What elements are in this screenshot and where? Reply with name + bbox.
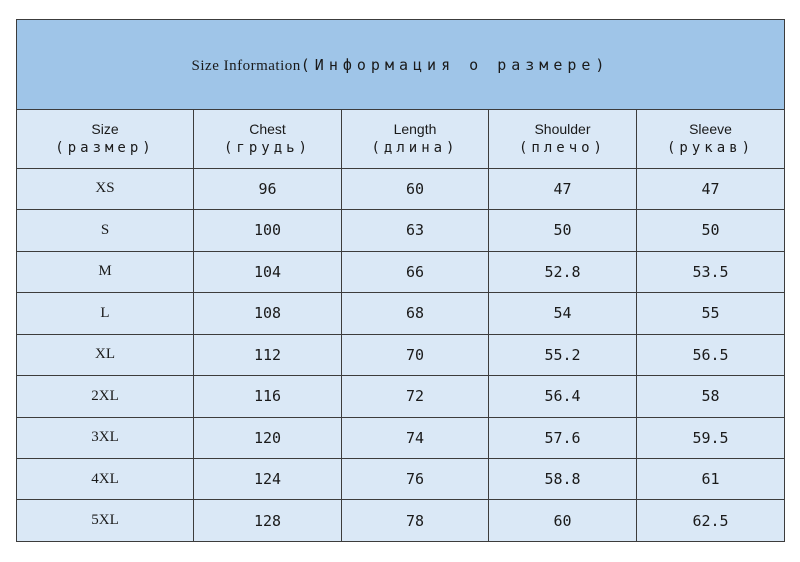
header-length bbox=[342, 110, 489, 169]
table-row bbox=[17, 210, 785, 251]
cell-sleeve: 50 bbox=[637, 210, 785, 251]
header-shoulder bbox=[489, 110, 637, 169]
cell-sleeve: 58 bbox=[637, 376, 785, 417]
cell-length: 72 bbox=[342, 376, 489, 417]
cell-size: S bbox=[17, 210, 194, 251]
cell-sleeve: 55 bbox=[637, 293, 785, 334]
cell-length: 66 bbox=[342, 251, 489, 292]
cell-size: 2XL bbox=[17, 376, 194, 417]
cell-shoulder: 56.4 bbox=[489, 376, 637, 417]
header-size bbox=[17, 110, 194, 169]
header-chest-en: Chest bbox=[249, 120, 286, 137]
header-length-en: Length bbox=[393, 120, 437, 137]
cell-size: M bbox=[17, 251, 194, 292]
table-row bbox=[17, 458, 785, 499]
header-length-ru: (длина) bbox=[371, 139, 459, 156]
cell-length: 78 bbox=[342, 500, 489, 542]
title-russian: (Информация о размере) bbox=[300, 55, 610, 74]
cell-sleeve: 47 bbox=[637, 168, 785, 209]
cell-shoulder: 57.6 bbox=[489, 417, 637, 458]
header-sleeve-en: Sleeve bbox=[689, 120, 732, 137]
table-row bbox=[17, 293, 785, 334]
cell-shoulder: 52.8 bbox=[489, 251, 637, 292]
cell-chest: 120 bbox=[194, 417, 342, 458]
cell-sleeve: 59.5 bbox=[637, 417, 785, 458]
title-english: Size Information bbox=[191, 57, 301, 74]
cell-shoulder: 54 bbox=[489, 293, 637, 334]
header-sleeve-ru: (рукав) bbox=[667, 139, 755, 156]
cell-length: 74 bbox=[342, 417, 489, 458]
header-shoulder-en: Shoulder bbox=[534, 120, 591, 137]
cell-size: XL bbox=[17, 334, 194, 375]
table-row bbox=[17, 334, 785, 375]
cell-length: 70 bbox=[342, 334, 489, 375]
table-row bbox=[17, 500, 785, 542]
cell-shoulder: 60 bbox=[489, 500, 637, 542]
cell-size: 4XL bbox=[17, 458, 194, 499]
table-title bbox=[17, 20, 785, 110]
table-row bbox=[17, 376, 785, 417]
cell-chest: 124 bbox=[194, 458, 342, 499]
cell-length: 60 bbox=[342, 168, 489, 209]
table-row bbox=[17, 251, 785, 292]
cell-shoulder: 58.8 bbox=[489, 458, 637, 499]
cell-sleeve: 61 bbox=[637, 458, 785, 499]
header-size-ru: (размер) bbox=[55, 139, 155, 156]
cell-shoulder: 50 bbox=[489, 210, 637, 251]
cell-size: 5XL bbox=[17, 500, 194, 542]
cell-chest: 116 bbox=[194, 376, 342, 417]
cell-size: 3XL bbox=[17, 417, 194, 458]
header-row bbox=[17, 110, 785, 169]
header-chest-ru: (грудь) bbox=[223, 139, 311, 156]
table-row bbox=[17, 417, 785, 458]
cell-size: L bbox=[17, 293, 194, 334]
header-sleeve bbox=[637, 110, 785, 169]
cell-shoulder: 55.2 bbox=[489, 334, 637, 375]
cell-sleeve: 56.5 bbox=[637, 334, 785, 375]
cell-sleeve: 53.5 bbox=[637, 251, 785, 292]
size-chart-table bbox=[16, 19, 785, 542]
cell-chest: 96 bbox=[194, 168, 342, 209]
header-shoulder-ru: (плечо) bbox=[518, 139, 606, 156]
cell-chest: 112 bbox=[194, 334, 342, 375]
cell-length: 68 bbox=[342, 293, 489, 334]
cell-size: XS bbox=[17, 168, 194, 209]
cell-chest: 100 bbox=[194, 210, 342, 251]
cell-length: 76 bbox=[342, 458, 489, 499]
cell-chest: 128 bbox=[194, 500, 342, 542]
header-size-en: Size bbox=[91, 120, 119, 137]
header-chest bbox=[194, 110, 342, 169]
cell-sleeve: 62.5 bbox=[637, 500, 785, 542]
cell-shoulder: 47 bbox=[489, 168, 637, 209]
cell-chest: 108 bbox=[194, 293, 342, 334]
table-row bbox=[17, 168, 785, 209]
cell-length: 63 bbox=[342, 210, 489, 251]
cell-chest: 104 bbox=[194, 251, 342, 292]
